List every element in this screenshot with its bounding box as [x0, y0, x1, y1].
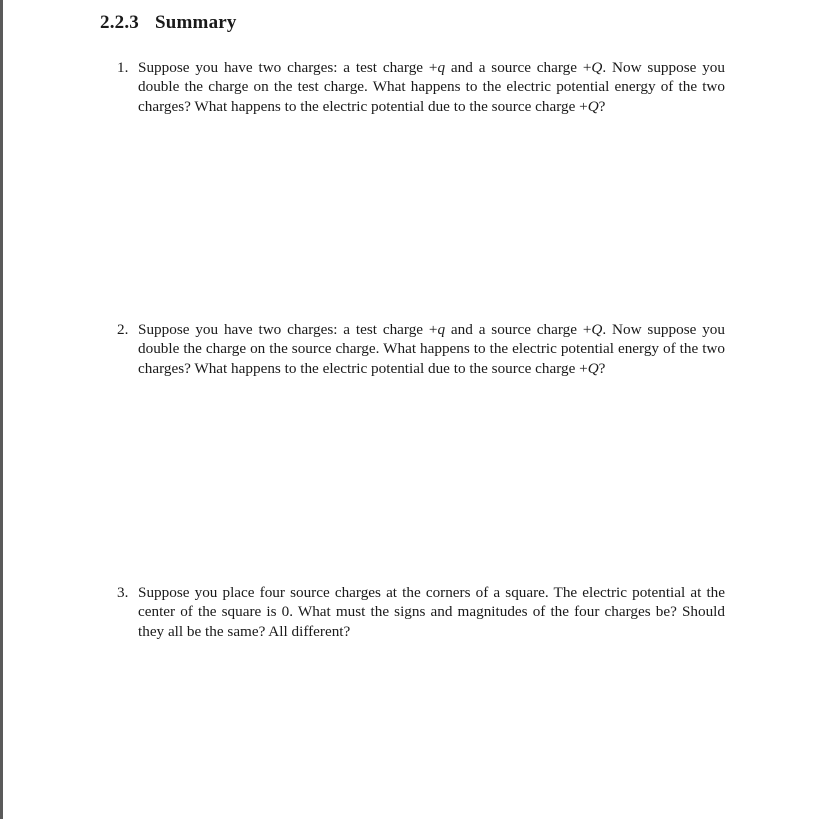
math-source-charge: Q	[587, 97, 599, 115]
math-source-charge: Q	[587, 359, 599, 377]
math-plus-sign: +	[428, 59, 438, 76]
problem-text-segment: Suppose you have two charges: a test charge	[138, 321, 429, 338]
page-left-border	[0, 0, 3, 819]
math-plus-sign: +	[579, 97, 588, 115]
problem-text-segment: ?	[598, 359, 606, 377]
math-source-charge: Q	[591, 59, 603, 76]
math-test-charge: q	[437, 59, 446, 76]
problem-text	[138, 58, 725, 116]
problem-text	[138, 320, 725, 378]
problem-text-segment: Suppose you place four source charges at the corners of a square. The electric potential at the center of the square is 0. What must the signs and magnitudes of the four charges be? Should they all be the same? All different?	[138, 584, 725, 640]
problem-text-segment: . Now suppose you double the charge on the test charge. What happens to the electric potential energy of the two charges? What happens to the electric potential due to the source charge	[138, 59, 725, 115]
problem-text-segment: Suppose you have two charges: a test charge	[138, 59, 429, 76]
section-heading	[100, 12, 237, 34]
math-plus-sign: +	[582, 59, 592, 76]
problem-text-segment: and a source charge	[445, 321, 583, 338]
problem-item	[117, 58, 725, 116]
section-title: Summary	[155, 12, 237, 33]
problem-number: 3.	[117, 584, 129, 601]
problem-item	[117, 583, 725, 641]
math-test-charge: q	[437, 321, 446, 338]
problem-text-segment: ?	[598, 97, 606, 115]
math-source-charge: Q	[591, 321, 603, 338]
problem-text-segment: . Now suppose you double the charge on the source charge. What happens to the electric potential energy of the two charges? What happens to the electric potential due to the source charge	[138, 321, 725, 377]
section-number: 2.2.3	[100, 12, 139, 33]
problem-number: 2.	[117, 321, 129, 338]
problem-text-segment: and a source charge	[445, 59, 583, 76]
math-plus-sign: +	[579, 359, 588, 377]
problem-number: 1.	[117, 59, 129, 76]
math-plus-sign: +	[428, 321, 438, 338]
math-plus-sign: +	[582, 321, 592, 338]
problem-item	[117, 320, 725, 378]
problem-text	[138, 583, 725, 641]
